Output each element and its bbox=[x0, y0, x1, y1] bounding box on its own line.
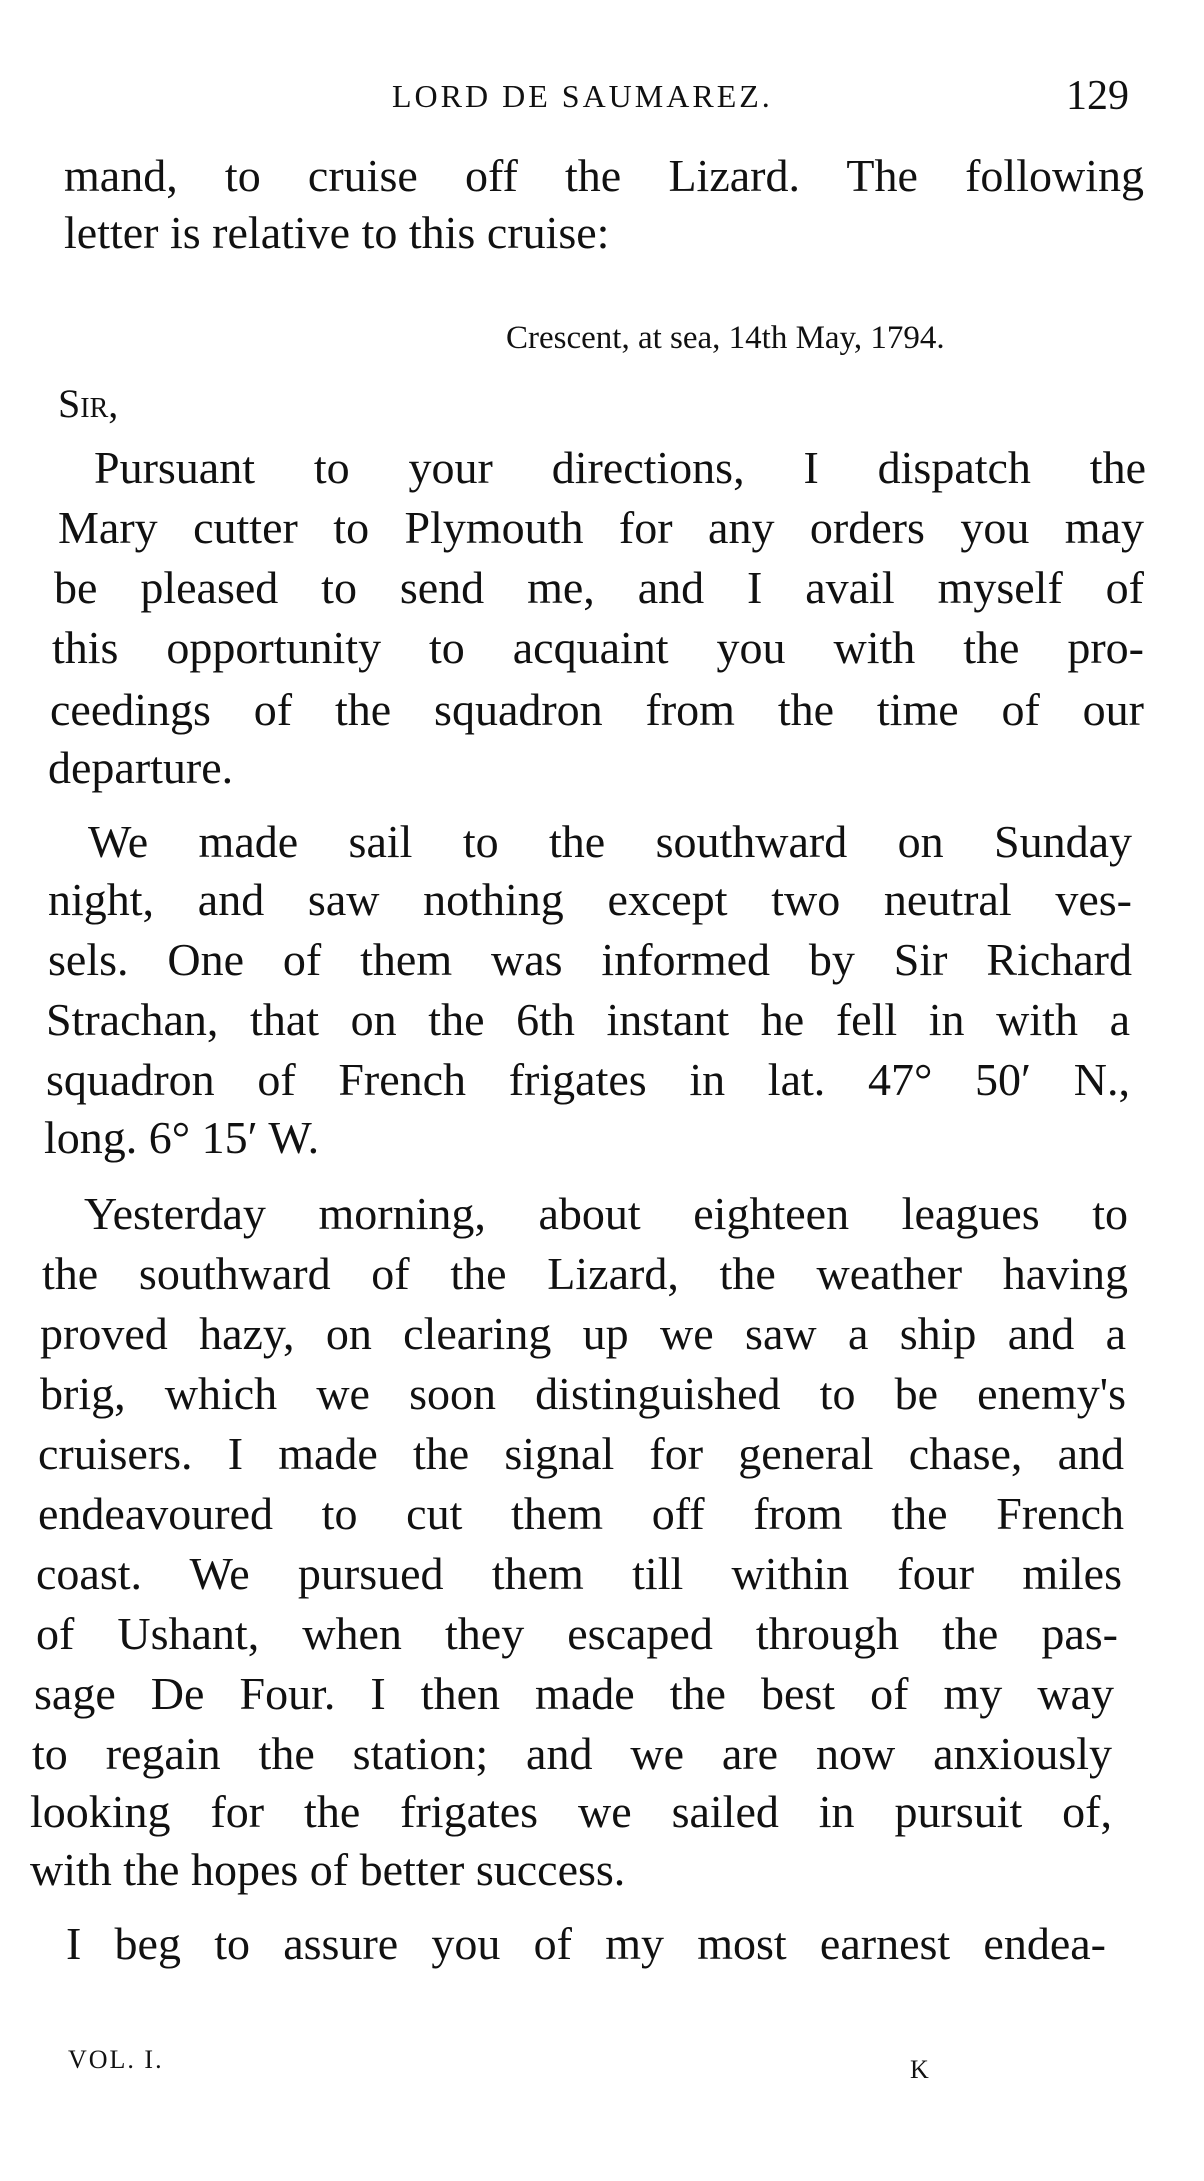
page-number: 129 bbox=[1066, 73, 1129, 119]
text-line: endeavoured to cut them off from the French bbox=[38, 1488, 1124, 1539]
text-line: be pleased to send me, and I avail myself of bbox=[54, 562, 1144, 613]
text-line: of Ushant, when they escaped through the pas- bbox=[36, 1608, 1118, 1659]
text-line: cruisers. I made the signal for general chase, and bbox=[38, 1428, 1124, 1479]
text-line: looking for the frigates we sailed in pursuit of, bbox=[30, 1786, 1112, 1837]
text-line: We made sail to the southward on Sunday bbox=[88, 816, 1132, 867]
text-line: Mary cutter to Plymouth for any orders you may bbox=[58, 502, 1144, 553]
running-head bbox=[0, 72, 1204, 122]
text-line: Strachan, that on the 6th instant he fell in with a bbox=[46, 994, 1130, 1045]
signature-mark: K bbox=[910, 2055, 931, 2084]
text-line: brig, which we soon distinguished to be enemy's bbox=[40, 1368, 1126, 1419]
text-line: sels. One of them was informed by Sir Richard bbox=[48, 934, 1132, 985]
text-line: this opportunity to acquaint you with the pro- bbox=[52, 622, 1144, 673]
text-line: I beg to assure you of my most earnest endea- bbox=[66, 1918, 1106, 1969]
volume-mark: VOL. I. bbox=[68, 2045, 164, 2074]
text-line: Yesterday morning, about eighteen leagues to bbox=[84, 1188, 1128, 1239]
text-line: sage De Four. I then made the best of my way bbox=[34, 1668, 1114, 1719]
letter-salutation: Sir, bbox=[58, 381, 119, 426]
text-line: to regain the station; and we are now anxiously bbox=[32, 1728, 1112, 1779]
text-line: ceedings of the squadron from the time of our bbox=[50, 684, 1144, 735]
text-line: coast. We pursued them till within four miles bbox=[36, 1548, 1122, 1599]
page-footer bbox=[0, 2045, 1204, 2085]
text-line: Pursuant to your directions, I dispatch the bbox=[94, 442, 1146, 493]
text-line: with the hopes of better success. bbox=[30, 1844, 626, 1895]
text-line: the southward of the Lizard, the weather having bbox=[42, 1248, 1128, 1299]
text-line: proved hazy, on clearing up we saw a ship and a bbox=[40, 1308, 1126, 1359]
running-title: LORD DE SAUMAREZ. bbox=[392, 78, 773, 114]
text-line: mand, to cruise off the Lizard. The following bbox=[64, 150, 1144, 201]
letter-dateline: Crescent, at sea, 14th May, 1794. bbox=[506, 320, 945, 356]
text-line: night, and saw nothing except two neutral ves- bbox=[48, 874, 1132, 925]
text-line: departure. bbox=[48, 742, 234, 793]
text-line: letter is relative to this cruise: bbox=[64, 207, 610, 258]
text-line: long. 6° 15′ W. bbox=[44, 1112, 320, 1163]
text-line: squadron of French frigates in lat. 47° 50′ N., bbox=[46, 1054, 1130, 1105]
